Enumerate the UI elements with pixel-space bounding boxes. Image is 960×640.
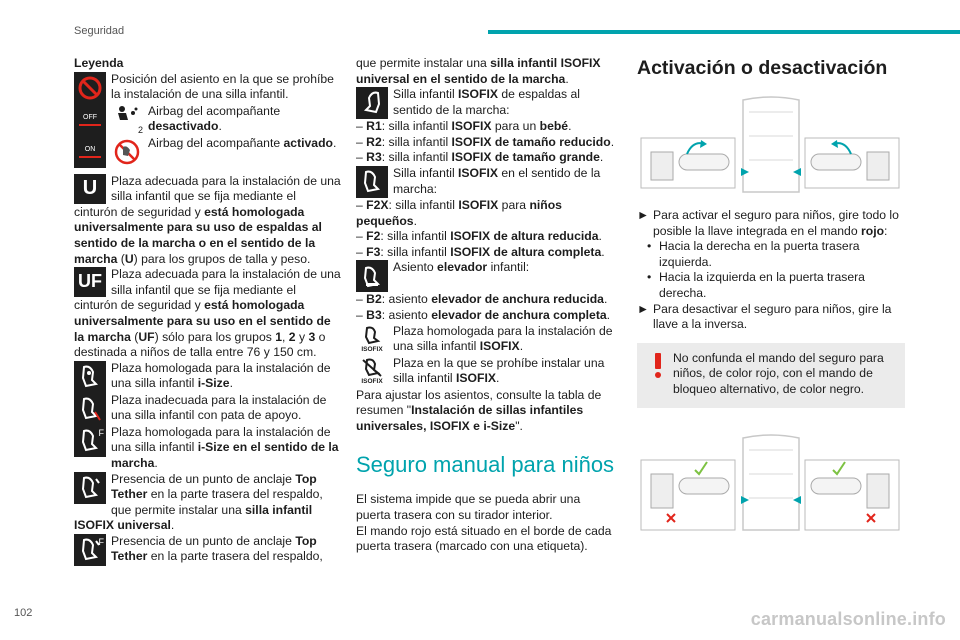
booster-a: Asiento [393,260,438,275]
uf-group-3: 3 [308,329,316,344]
legend-item-top-tether [74,472,342,534]
isofix-ok-end: . [519,339,524,354]
isofix-no-end: . [495,371,500,386]
rear-text [393,87,618,118]
legend-item-u [74,174,342,268]
uf-text-c: ( [130,329,139,344]
watermark: carmanualsonline.info [750,609,946,629]
isofix-icon-label: ISOFIX [361,346,383,354]
list-item [356,292,618,308]
tt1-text-d: silla infantil ISOFIX universal [74,502,313,533]
u-text-c: ( [117,251,125,266]
tt1-text-e: . [170,518,175,533]
legend-text-end: . [218,119,222,134]
uf-sep-1: , [282,329,289,344]
child-lock-paragraph-2: El mando rojo está situado en el borde de cada puerta trasera (marcado con una etiqueta). [356,523,612,554]
isize-text-bold: i-Size [197,376,230,391]
warning-box [637,343,905,408]
list-a: : silla infantil [388,197,459,212]
legend-item-isize-no-leg [74,393,342,425]
legend-item-airbag-on [74,136,342,168]
isize-seat-icon [74,361,106,393]
bullet-dot: • [647,239,652,254]
list-c: . [606,307,611,322]
rear-facing-seat-icon [356,87,388,119]
tt2-text-a: Presencia de un punto de anclaje [111,533,296,548]
list-dash: – [356,134,363,149]
column-activation [637,56,905,538]
isofix-ok-bold: ISOFIX [479,339,520,354]
seat-adjust-note [356,388,618,435]
no-child-seat-icon [74,72,106,104]
activate-instruction [637,208,905,239]
list-e: . [568,119,572,134]
cont-end: . [565,71,569,86]
legend-item-airbag-off [74,104,342,136]
fwd-a: Silla infantil [393,165,459,180]
top-tether-icon [74,472,106,504]
isize-text-a: Plaza homologada para la instalación de una silla infantil [111,360,331,391]
warning-text: No confunda el mando del seguro para niños, de color rojo, con el mando de bloqueo alternativo, de color negro. [673,350,884,396]
legend-text-a: Airbag del acompañante [148,135,284,150]
seat-code: R3 [366,150,382,165]
list-dash: – [356,119,363,134]
uf-sep-2: y [295,329,309,344]
isize-text [111,361,342,392]
isize-f-text-end: . [154,455,158,470]
list-a: : silla infantil [380,229,451,244]
list-item [356,150,618,166]
section-heading-child-lock: Seguro manual para niños [356,452,615,478]
isofix-approved [356,324,618,356]
airbag-off-icon [74,104,106,136]
seat-code: F2X [366,197,389,212]
ajustar-bold: Instalación de sillas infantiles universales, ISOFIX e i-Size [356,403,584,433]
header-section-title: Seguridad [74,25,125,37]
u-text-bold: está homologada universalmente para su uso de espaldas al sentido de la marcha o en el sentido de la marcha [74,204,322,266]
tt1-text-a: Presencia de un punto de anclaje [111,471,296,486]
list-item [356,135,618,151]
isofix-no-a: Plaza en la que se prohíbe instalar una silla infantil [393,355,605,386]
list-item [356,229,618,245]
u-code: U [124,251,134,266]
seat-code: F2 [366,229,381,244]
uf-code: UF [138,329,155,344]
isofix-icon [356,324,388,356]
list-a: : silla infantil [381,150,452,165]
ajustar-end: ". [515,418,523,433]
legend-text: Posición del asiento en la que se prohíbe la instalación de una silla infantil. [111,71,334,102]
list-bold: ISOFIX [458,197,499,212]
airbag-off-label: OFF [83,113,97,121]
uf-text-f: o destinada a niños de talla entre 76 y 150 cm. [74,329,326,360]
activate-text [653,208,905,239]
legend-item-prohibited [74,72,342,104]
isofix-forward-facing [356,166,618,198]
list-bold: ISOFIX de altura reducida [450,229,599,244]
isofix-rear-facing [356,87,618,119]
list-text: Hacia la derecha en la puerta trasera izquierda. [659,239,860,269]
isize-f-text [111,425,342,472]
seat-code: R2 [366,134,382,149]
list-c: . [601,244,605,259]
isofix-no-bold: ISOFIX [456,371,496,386]
uf-icon [74,267,106,297]
tt1-text-bold: Top Tether [111,471,317,502]
uf-text-a: Plaza adecuada para la instalación de una silla infantil que se fija mediante el cinturón de seguridad y [74,267,341,313]
list-c: . [599,150,604,165]
seat-code: B2 [366,292,382,307]
list-bold: ISOFIX de tamaño reducido [451,134,611,149]
isize-forward-icon [74,425,106,457]
legend-item-top-tether-forward [74,534,342,565]
fwd-bold: ISOFIX [458,165,499,180]
passenger-airbag-icon [111,104,143,136]
airbag-on-icon [74,136,106,168]
list-a: : silla infantil [381,134,452,149]
isofix-ok-a: Plaza homologada para la instalación de una silla infantil [393,323,613,354]
top-tether-forward-icon [74,534,106,566]
airbag-on-label: ON [84,145,96,153]
page-number: 102 [14,607,33,619]
list-item [356,198,618,229]
legend-item-uf [74,267,342,361]
legend-item-isize-forward [74,425,342,472]
no-rear-facing-seat-icon [111,136,143,168]
fwd-text [393,166,618,197]
airbag-number: 2 [137,125,143,136]
isofix-prohibited-label: ISOFIX [361,378,383,386]
u-text-e: ) para los grupos de talla y peso. [133,251,311,266]
list-dash: – [356,307,363,322]
list-item [356,245,618,261]
legend-text-bold: activado [283,135,333,150]
list-item [356,119,618,135]
list-bold: elevador de anchura reducida [431,292,604,307]
activate-end: : [884,223,888,238]
list-d: niños pequeños [356,197,562,228]
isofix-no-text [393,356,618,387]
booster-seat-icon [356,260,388,292]
isofix-continuation [356,56,618,87]
list-a: : asiento [381,292,432,307]
support-leg-prohibited-icon [74,393,106,425]
activate-bold: rojo [861,223,885,238]
list-bold: elevador de anchura completa [431,307,607,322]
legend-item-isize [74,361,342,393]
legend-text-a: Airbag del acompañante [148,103,281,118]
deactivate-text: Para desactivar el seguro para niños, gire la llave a la inversa. [653,301,892,332]
list-item [637,270,905,301]
legend-text-bold: desactivado [148,119,219,134]
booster-list [356,292,618,323]
rear-a: Silla infantil [393,87,459,102]
uf-icon-label: UF [78,271,102,292]
u-icon [74,174,106,204]
list-c: . [603,292,608,307]
forward-facing-seat-icon [356,166,388,198]
rear-bold: ISOFIX [458,87,499,102]
deactivate-instruction [637,302,905,333]
isize-forward-label: F [98,427,104,438]
legend-text-airbag-off [148,104,342,135]
column-legend [74,56,342,566]
booster-seat [356,260,618,292]
header-accent-bar [488,30,960,34]
isofix-prohibited [356,356,618,388]
uf-group-1: 1 [275,329,282,344]
tt2-text-bold: Top Tether [111,533,317,564]
arrow-bullet-icon: ► [637,301,650,316]
u-text-a: Plaza adecuada para la instalación de una silla infantil que se fija mediante el cinturón de seguridad y [74,173,341,219]
seat-code: F3 [366,244,381,259]
isofix-prohibited-icon [356,356,388,388]
ajustar-a: Para ajustar los asientos, consulte la tabla de resumen " [356,387,602,418]
bullet-dot: • [647,270,652,285]
list-item [356,308,618,324]
legend-title: Leyenda [74,56,124,70]
list-c: . [610,134,615,149]
uf-group-2: 2 [288,329,296,344]
list-text: Hacia la izquierda en la puerta trasera derecha. [659,270,865,300]
warning-exclamation-icon [651,351,665,379]
uf-text-e: ) sólo para los grupos [154,329,276,344]
list-item [637,239,905,270]
list-dash: – [356,150,363,165]
child-lock-paragraph-1: El sistema impide que se pueda abrir una puerta trasera con su tirador interior. [356,492,581,522]
cont-bold: silla infantil ISOFIX universal en el sentido de la marcha [356,56,601,86]
column-isofix [356,56,618,555]
list-bold: ISOFIX de altura completa [450,244,602,259]
list-c: para un [491,119,540,134]
child-lock-activation-diagram [637,96,905,200]
list-bold: ISOFIX [451,119,492,134]
top-tether-forward-label: F [98,536,104,547]
fwd-end: en el sentido de la marcha: [393,165,601,196]
section-heading-activation: Activación o desactivación [637,57,888,79]
list-dash: – [356,229,363,244]
legend-text-end: . [332,135,337,150]
list-dash: – [356,292,363,307]
forward-facing-list [356,198,618,260]
activate-a: Para activar el seguro para niños, gire todo lo posible la llave integrada en el mando [653,208,899,238]
legend-text-airbag-on [148,136,342,152]
list-c: . [598,229,602,244]
rear-end: de espaldas al sentido de la marcha: [393,87,581,117]
cont-a: que permite instalar una [356,56,491,70]
list-e: . [413,213,417,228]
rear-facing-list [356,119,618,166]
isize-f-text-a: Plaza homologada para la instalación de una silla infantil [111,424,331,455]
u-icon-label: U [82,176,98,199]
arrow-bullet-icon: ► [637,208,650,222]
tt2-text-c: en la parte trasera del respaldo, [147,549,323,564]
list-a: : silla infantil [381,119,452,134]
isize-f-text-bold: i-Size en el sentido de la marcha [111,440,339,470]
seat-code: B3 [366,307,382,322]
isize-text-end: . [229,376,233,391]
list-c: para [498,197,530,212]
list-a: : silla infantil [380,244,451,259]
isofix-ok-text [393,324,618,355]
uf-text-bold: está homologada universalmente para su uso en el sentido de la marcha [74,298,331,344]
child-lock-deactivation-diagram [637,434,905,538]
list-a: : asiento [381,307,432,322]
isize-no-text: Plaza inadecuada para la instalación de una silla infantil con pata de apoyo. [111,392,327,423]
list-d: bebé [539,119,569,134]
booster-text [393,260,618,276]
list-dash: – [356,197,363,212]
list-bold: ISOFIX de tamaño grande [451,150,600,165]
booster-bold: elevador [437,260,488,275]
tt1-text-c: en la parte trasera del respaldo, que permite instalar una [111,487,323,517]
booster-end: infantil: [487,260,530,275]
list-dash: – [356,244,363,259]
seat-code: R1 [366,119,382,134]
